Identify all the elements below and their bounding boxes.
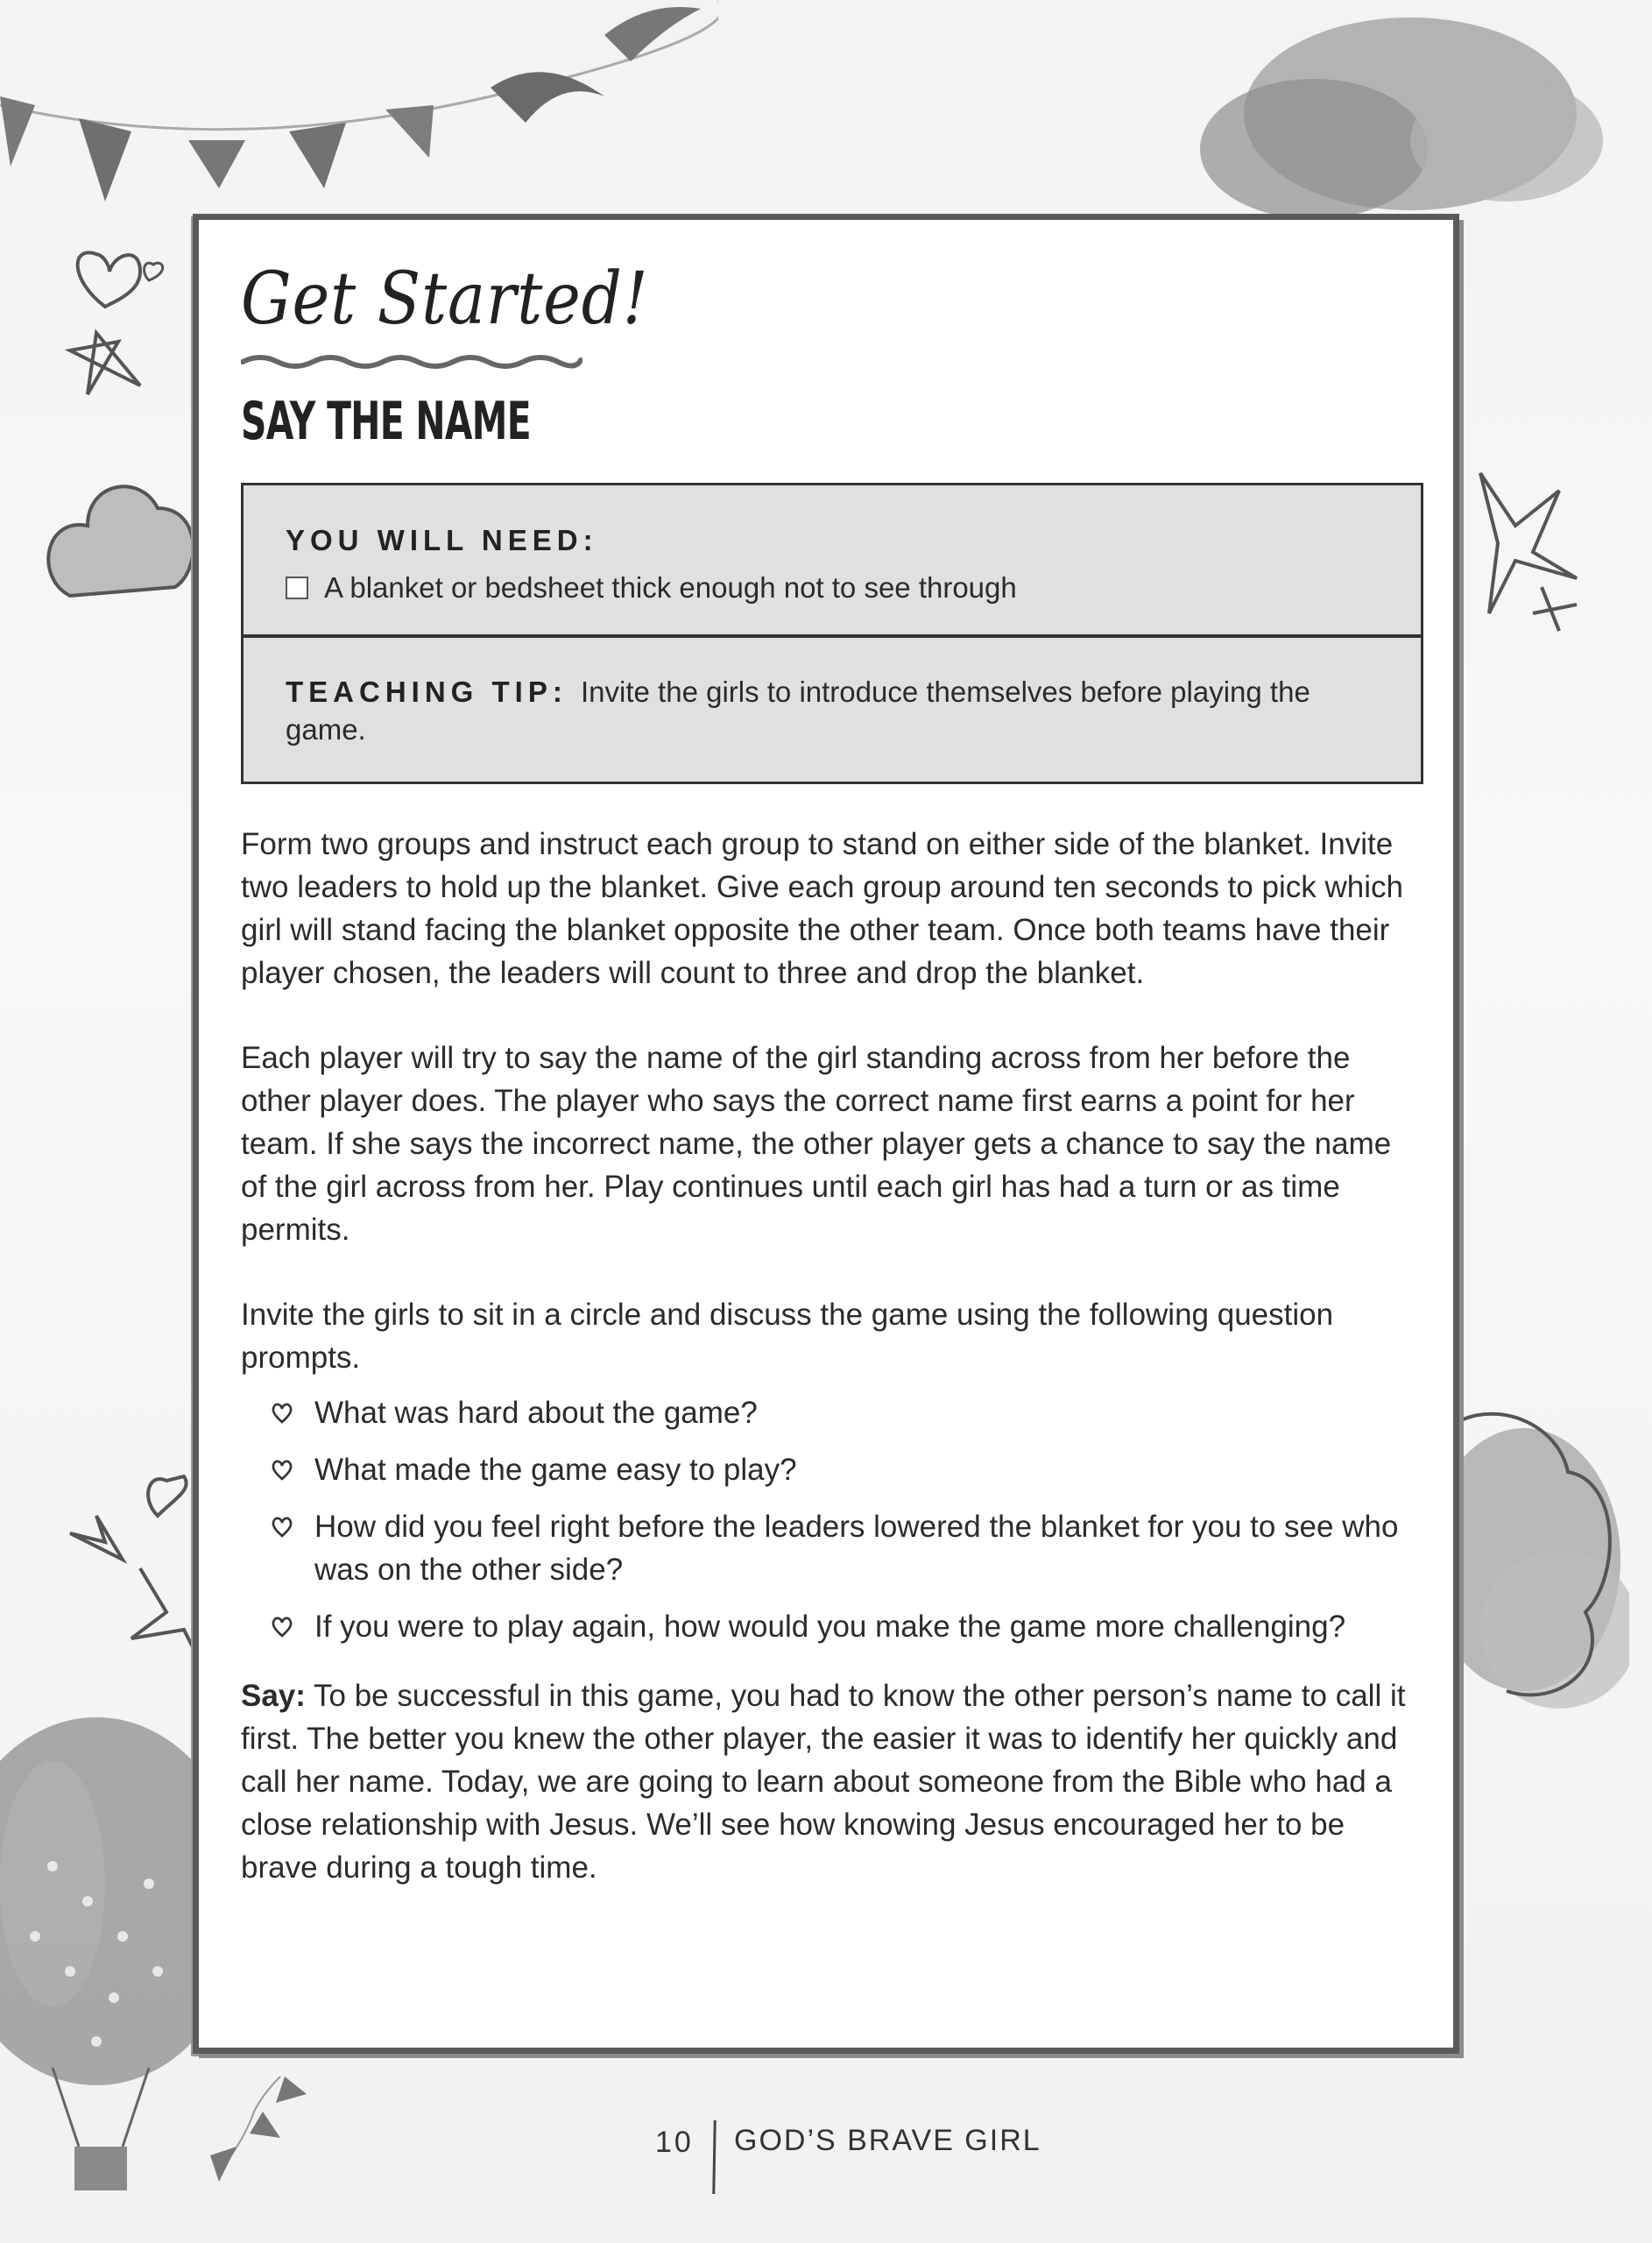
say-paragraph [241, 1674, 1423, 1889]
list-item [241, 1391, 1423, 1434]
teaching-tip-section [244, 634, 1421, 782]
instructions-paragraph-1: Form two groups and instruct each group to stand on either side of the blanket. Invite two leaders to hold up the blanket. Give each group around ten seconds to pick which girl will stand facing the blanket opposite the other team. Once both teams have their player chosen, the leaders will count to three and drop the blanket. [241, 827, 1403, 990]
teaching-tip-heading: TEACHING TIP: [286, 676, 568, 708]
list-item [241, 1505, 1423, 1591]
checkbox-icon [286, 577, 308, 599]
instructions-paragraph-2: Each player will try to say the name of the girl standing across from her before the other player does. The player who says the correct name first earns a point for her team. If she says the incorrect name, the other player gets a chance to say the name of the girl across from her. Play continues until each girl has had a turn or as time permits. [241, 1041, 1392, 1247]
book-title: GOD’S BRAVE GIRL [734, 2124, 1041, 2157]
list-item [241, 1448, 1423, 1491]
teaching-tip [286, 673, 1379, 748]
list-item [241, 1605, 1423, 1648]
cloud-doodle-left [35, 421, 201, 631]
question-text: What made the game easy to play? [314, 1453, 797, 1487]
supplies-box [241, 483, 1423, 784]
heart-bullet-icon [271, 1516, 293, 1539]
page-footer [0, 2120, 1652, 2182]
teaching-tip-text: Invite the girls to introduce themselves before playing the game. [286, 676, 1310, 746]
say-text: To be successful in this game, you had to know the other person’s name to call it first. The better you knew the other player, the easier it was to identify her quickly and call her name. Today, we are going to learn about someone from the Bible who had a close relationship with Jesus. We’ll see how knowing Jesus encouraged her to be brave during a tough time. [241, 1679, 1406, 1885]
cloud-decoration-right [1454, 1402, 1629, 1717]
heart-bullet-icon [271, 1616, 293, 1638]
activity-title: SAY THE NAME [241, 391, 531, 452]
heart-bullet-icon [271, 1402, 293, 1425]
supply-item-label: A blanket or bedsheet thick enough not to see through [324, 571, 1017, 604]
stars-doodle-lower-left [53, 1463, 201, 1665]
question-text: What was hard about the game? [314, 1396, 758, 1430]
heart-bullet-icon [271, 1459, 293, 1482]
content-frame [193, 214, 1459, 2054]
content-area [241, 258, 1423, 1889]
title-squiggle-underline [241, 351, 582, 371]
question-text: If you were to play again, how would you make the game more challenging? [314, 1610, 1346, 1644]
question-text: How did you feel right before the leaders lowered the blanket for you to see who was on the other side? [314, 1510, 1399, 1587]
supplies-section [244, 485, 1421, 634]
say-label: Say: [241, 1679, 306, 1713]
stars-doodle-right [1463, 456, 1594, 648]
page-number: 10 [655, 2126, 694, 2159]
footer-divider [712, 2120, 716, 2194]
bunting-decoration [0, 0, 718, 210]
cloud-decoration-top-right [1183, 0, 1603, 245]
supplies-heading: YOU WILL NEED: [286, 524, 598, 556]
instructions-paragraph-3: Invite the girls to sit in a circle and discuss the game using the following question prompts. [241, 1298, 1334, 1375]
page-title: Get Started! [241, 258, 649, 341]
supply-item [286, 571, 1379, 605]
hearts-doodle-left [53, 219, 175, 412]
question-list [241, 1391, 1423, 1648]
